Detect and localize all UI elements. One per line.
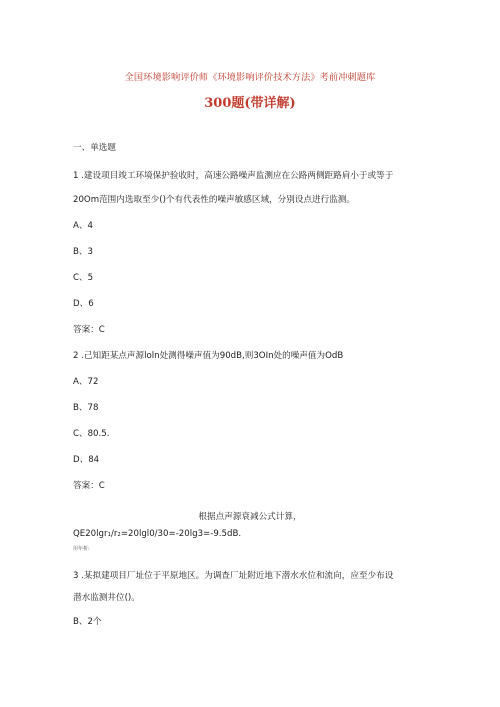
q2-explanation-heading: 根据点声源衰减公式计算，: [198, 512, 302, 522]
q2-option-c: C、80.5.: [73, 429, 110, 439]
q1-text-line1: 1 .建设项目竣工环境保护验收时，高速公路噪声监测应在公路两侧距路肩小于或等于: [73, 171, 394, 181]
q2-explanation-label: 用年析:: [73, 546, 90, 552]
q1-option-a: A、4: [73, 221, 93, 231]
q1-option-c: C、5: [73, 273, 94, 283]
q3-text-line1: 3 .某拟建项目厂址位于平原地区。为调查厂址附近地下潜水水位和流向，应至少布设: [73, 571, 394, 581]
q2-option-a: A、72: [73, 377, 99, 387]
q2-text-line1: 2 .己知距某点声源loln处测得噪声值为90dB,则3OIn处的噪声值为OdB: [73, 351, 344, 361]
q2-answer: 答案：C: [73, 481, 105, 491]
document-subtitle: 300题(带详解): [204, 96, 296, 111]
q2-formula: QE20lgr₁/r₂=20lgl0/30=-20lg3=-9.5dB.: [73, 529, 242, 539]
q1-answer: 答案：C: [73, 325, 105, 335]
section-heading: 一、单选题: [73, 143, 116, 153]
q3-option-b: B、2个: [73, 617, 102, 627]
q3-text-line2: 潜水监测井位()。: [73, 593, 140, 603]
q2-option-d: D、84: [73, 455, 100, 465]
q2-option-b: B、78: [73, 403, 99, 413]
q1-text-line2: 20Om范围内选取至少()个有代表性的噪声敏感区域，分别设点进行监测。: [73, 195, 355, 205]
document-title: 全国环境影响评价师《环境影响评价技术方法》考前冲刺题库: [124, 72, 376, 83]
q1-option-b: B、3: [73, 247, 93, 257]
q1-option-d: D、6: [73, 299, 94, 309]
